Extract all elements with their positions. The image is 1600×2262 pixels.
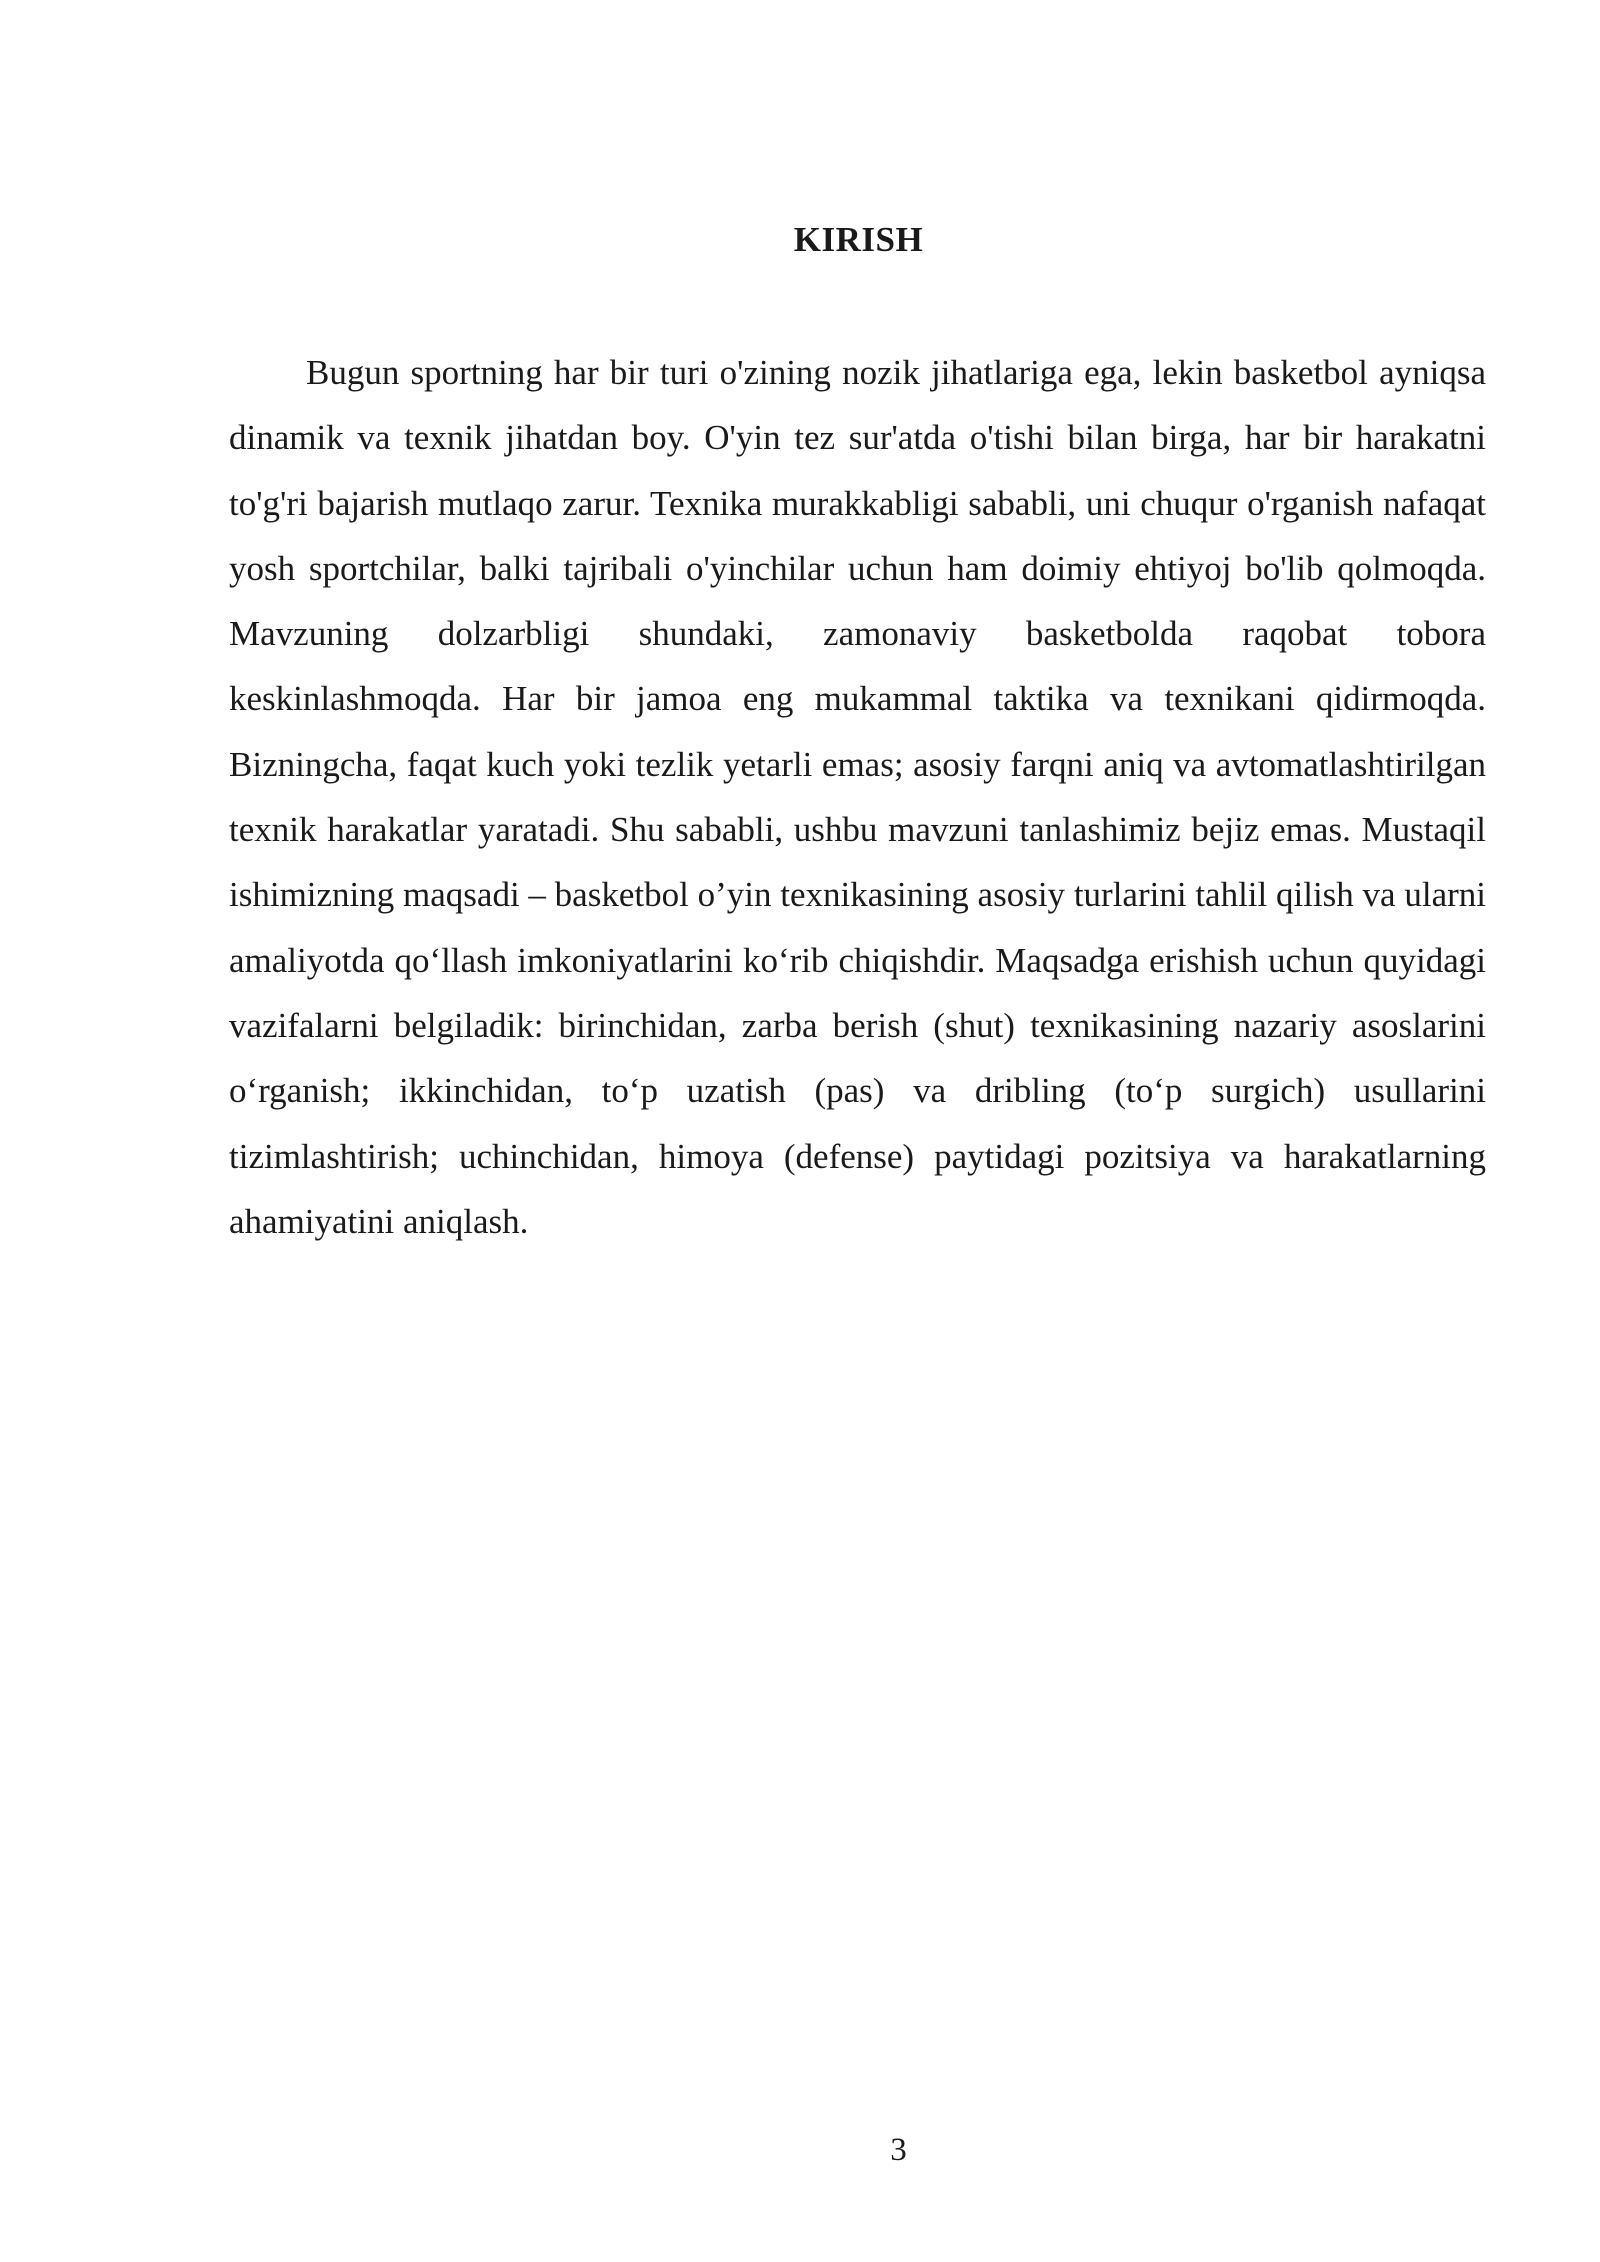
body-paragraph: Bugun sportning har bir turi o'zining nozik jihatlariga ega, lekin basketbol ayniqsa dinamik va texnik jihatdan boy. O'yin tez sur'atda o'tishi bilan birga, har bir harakatni to'g'ri bajarish mutlaqo zarur. Texnika murakkabligi sababli, uni chuqur o'rganish nafaqat yosh sportchilar, balki tajribali o'yinchilar uchun ham doimiy ehtiyoj bo'lib qolmoqda. Mavzuning dolzarbligi shundaki, zamonaviy basketbolda raqobat tobora keskinlashmoqda. Har bir jamoa eng mukammal taktika va texnikani qidirmoqda. Bizningcha, faqat kuch yoki tezlik yetarli emas; asosiy farqni aniq va avtomatlashtirilgan texnik harakatlar yaratadi. Shu sababli, ushbu mavzuni tanlashimiz bejiz emas. Mustaqil ishimizning maqsadi – basketbol o’yin texnikasining asosiy turlarini tahlil qilish va ularni amaliyotda qo‘llash imkoniyatlarini ko‘rib chiqishdir. Maqsadga erishish uchun quyidagi vazifalarni belgiladik: birinchidan, zarba berish (shut) texnikasining nazariy asoslarini o‘rganish; ikkinchidan, to‘p uzatish (pas) va dribling (to‘p surgich) usullarini tizimlashtirish; uchinchidan, himoya (defense) paytidagi pozitsiya va harakatlarning ahamiyatini aniqlash. xyxy=(229,353,1486,1241)
page-number: 3 xyxy=(890,2132,907,2168)
section-heading: KIRISH xyxy=(793,220,924,259)
